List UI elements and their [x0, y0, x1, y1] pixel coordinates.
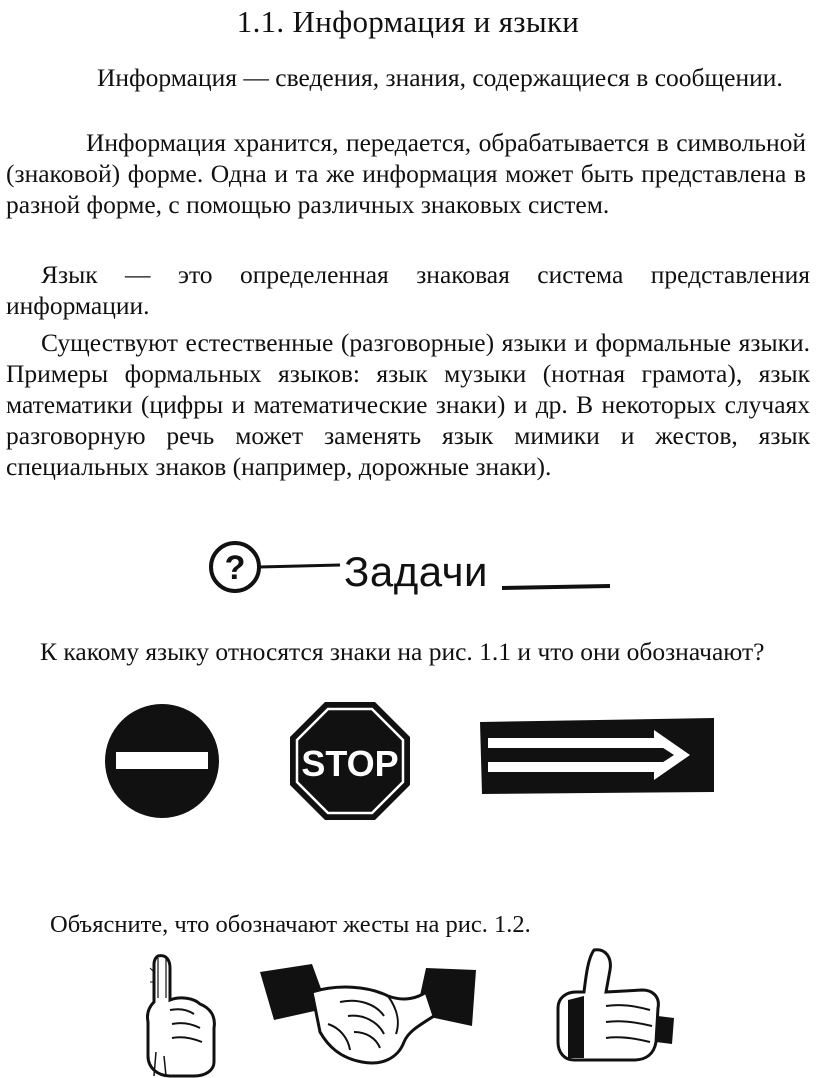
pointing-finger-gesture: [136, 952, 222, 1078]
tasks-heading: [206, 540, 626, 610]
no-entry-sign: [102, 700, 222, 822]
stop-sign: [288, 700, 412, 822]
task-1-text: К какому языку относятся знаки на рис. 1.1 и что они обозначают?: [40, 637, 765, 666]
stop-sign-text: STOP: [301, 743, 399, 784]
tasks-heading-text: Задачи: [344, 548, 489, 595]
section-title: 1.1. Информация и языки: [236, 4, 580, 39]
language-kinds-paragraph: Существуют естественные (разговорные) языки и формальные языки. Примеры формальных языков: язык музыки (нотная грамота), язык математики (цифры и математические знаки) и др. В некоторых случаях разговорную речь может заменять язык мимики и жестов, язык специальных знаков (например, дорожные знаки).: [6, 328, 810, 481]
direction-arrow-sign: [478, 716, 718, 796]
definition-paragraph: Информация — сведения, знания, содержащиеся в сообщении.: [97, 63, 783, 92]
storage-paragraph: Информация хранится, передается, обрабатывается в символьной (знаковой) форме. Одна и та же информация может быть представлена в разной форме, с помощью различных знаковых систем.: [6, 128, 806, 219]
handshake-gesture: [258, 962, 480, 1076]
task-2-text: Объясните, что обозначают жесты на рис. 1.2.: [50, 911, 531, 938]
question-glyph: ?: [224, 549, 246, 587]
thumbs-up-gesture: [554, 946, 678, 1064]
language-paragraph: Язык — это определенная знаковая система представления информации.: [6, 260, 810, 320]
